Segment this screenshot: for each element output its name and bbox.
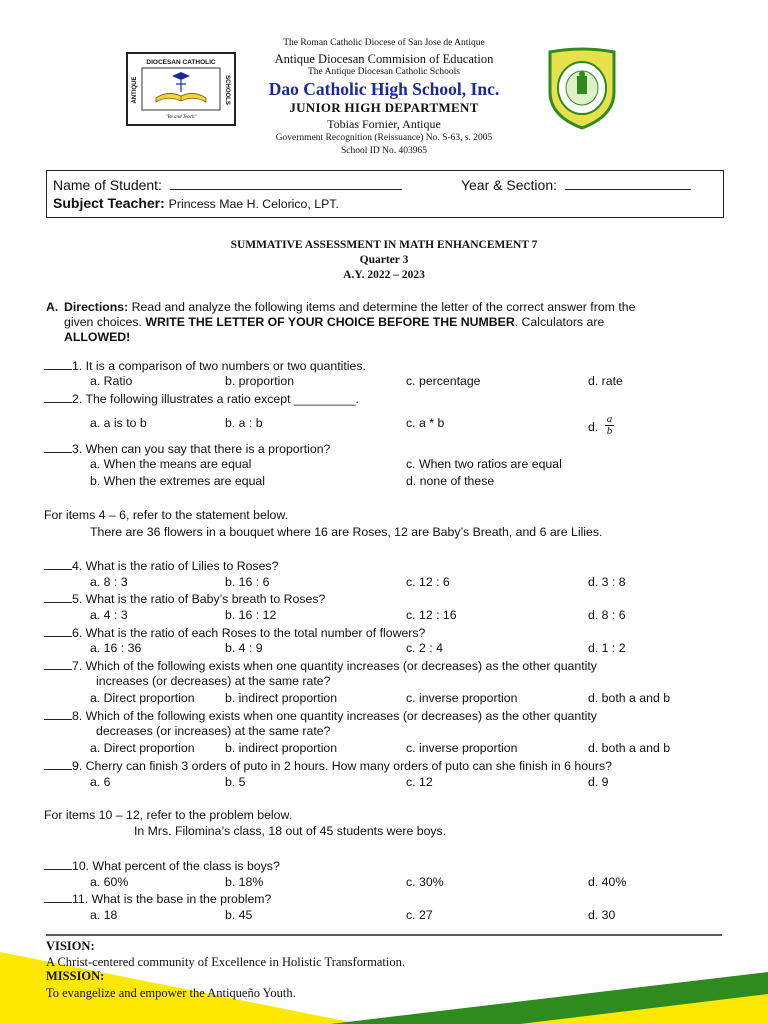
class-statement: In Mrs. Filomina’s class, 18 out of 45 students were boys. — [134, 824, 447, 838]
choice-a: a. 16 : 36 — [90, 641, 142, 655]
mission-text: To evangelize and empower the Antiqueño Youth. — [46, 986, 296, 1000]
choice-c: c. 12 : 16 — [406, 608, 457, 622]
directions-line-2: given choices. WRITE THE LETTER OF YOUR CHOICE BEFORE THE NUMBER. Calculators are — [64, 315, 605, 329]
items-4-6-note: For items 4 – 6, refer to the statement below. — [44, 508, 289, 522]
vision-mission-footer — [0, 932, 768, 1024]
recognition-line: Government Recognition (Reissuance) No. S-63, s. 2005 — [275, 133, 493, 143]
question-3: 3. When can you say that there is a proportion? — [44, 441, 330, 456]
question-10: 10. What percent of the class is boys? — [44, 858, 280, 873]
answer-blank[interactable] — [44, 858, 72, 870]
choice-d: d. rate — [588, 374, 623, 388]
question-7-continued: increases (or decreases) at the same rate? — [96, 674, 331, 688]
answer-blank[interactable] — [44, 358, 72, 370]
choice-c: c. percentage — [406, 374, 481, 388]
answer-blank[interactable] — [44, 391, 72, 403]
directions-label: Directions: — [64, 300, 129, 314]
choice-a: a. a is to b — [90, 416, 147, 430]
choice-a: a. Direct proportion — [90, 691, 195, 705]
choice-c: c. inverse proportion — [406, 691, 518, 705]
teacher-name: Princess Mae H. Celorico, LPT. — [168, 197, 339, 211]
choice-a: a. Direct proportion — [90, 741, 195, 755]
choice-d: d. none of these — [406, 474, 495, 488]
choice-b: b. indirect proportion — [225, 691, 338, 705]
choice-a: a. 6 — [90, 775, 111, 789]
department-line: JUNIOR HIGH DEPARTMENT — [289, 100, 479, 115]
choice-c: c. 30% — [406, 875, 444, 889]
teacher-row — [53, 195, 339, 211]
choice-b: b. 16 : 6 — [225, 575, 270, 589]
choice-d: d. 3 : 8 — [588, 575, 626, 589]
document-header — [0, 0, 768, 160]
directions-line-1: Directions: Read and analyze the following items and determine the letter of the correct answer from the — [64, 300, 636, 314]
answer-blank[interactable] — [44, 708, 72, 720]
answer-blank[interactable] — [44, 625, 72, 637]
name-field-row[interactable] — [53, 176, 402, 193]
choice-d: d. both a and b — [588, 691, 671, 705]
question-5: 5. What is the ratio of Baby’s breath to Roses? — [44, 591, 325, 606]
choice-d: d. 8 : 6 — [588, 608, 626, 622]
choice-a: a. 18 — [90, 908, 118, 922]
choice-b: b. 4 : 9 — [225, 641, 263, 655]
choice-b: b. 5 — [225, 775, 246, 789]
choice-c: c. a * b — [406, 416, 445, 430]
choice-b: b. 18% — [225, 875, 264, 889]
choice-c: c. 2 : 4 — [406, 641, 443, 655]
logo-bottom-text: "Be and Teach" — [165, 115, 197, 120]
choice-d: d. both a and b — [588, 741, 671, 755]
answer-blank[interactable] — [44, 441, 72, 453]
question-1: 1. It is a comparison of two numbers or two quantities. — [44, 358, 366, 373]
choice-a: a. 60% — [90, 875, 129, 889]
vision-text: A Christ-centered community of Excellence in Holistic Transformation. — [46, 955, 405, 969]
directions-letter: A. — [46, 300, 59, 314]
choice-c: c. When two ratios are equal — [406, 457, 562, 471]
choice-d: d. 1 : 2 — [588, 641, 626, 655]
choice-c: c. 12 : 6 — [406, 575, 450, 589]
question-4: 4. What is the ratio of Lilies to Roses? — [44, 558, 278, 573]
footer-stripes — [0, 932, 768, 1024]
logo-top-text: DIOCESAN CATHOLIC — [146, 59, 216, 66]
choice-a: a. 4 : 3 — [90, 608, 128, 622]
answer-blank[interactable] — [44, 558, 72, 570]
name-blank[interactable] — [170, 176, 402, 190]
choice-b: b. When the extremes are equal — [90, 474, 265, 488]
choice-b: b. 16 : 12 — [225, 608, 277, 622]
year-section-blank[interactable] — [565, 176, 691, 190]
year-section-label: Year & Section: — [461, 177, 557, 193]
items-10-12-note: For items 10 – 12, refer to the problem below. — [44, 808, 293, 822]
academic-year-line: A.Y. 2022 – 2023 — [343, 269, 425, 281]
choice-b: b. 45 — [225, 908, 253, 922]
directions-line-3: ALLOWED! — [64, 330, 131, 344]
choice-c: c. 12 — [406, 775, 433, 789]
school-id-line: School ID No. 403965 — [340, 146, 428, 156]
choice-d: d. 40% — [588, 875, 627, 889]
question-11: 11. What is the base in the problem? — [44, 891, 271, 906]
quarter-line: Quarter 3 — [359, 254, 409, 266]
choice-a: a. When the means are equal — [90, 457, 252, 471]
choice-b: b. indirect proportion — [225, 741, 338, 755]
choice-d: d. $\frac{a}{b}$ — [588, 413, 613, 437]
mission-label: MISSION: — [46, 969, 105, 983]
question-9: 9. Cherry can finish 3 orders of puto in 2 hours. How many orders of puto can she finish in 6 hours? — [44, 758, 612, 773]
choice-d: d. 30 — [588, 908, 616, 922]
question-6: 6. What is the ratio of each Roses to the total number of flowers? — [44, 625, 425, 640]
question-7: 7. Which of the following exists when one quantity increases (or decreases) as the other quantity — [44, 658, 597, 673]
address-line: Tobias Fornier, Antique — [327, 117, 441, 131]
logo-right-text: SCHOOLS — [224, 75, 230, 105]
name-label: Name of Student: — [53, 177, 162, 193]
answer-blank[interactable] — [44, 591, 72, 603]
commission-line: Antique Diocesan Commision of Education — [274, 52, 494, 66]
school-seal — [546, 46, 618, 130]
school-name: Dao Catholic High School, Inc. — [268, 79, 500, 99]
flower-statement: There are 36 flowers in a bouquet where 16 are Roses, 12 are Baby’s Breath, and 6 are Lilies. — [90, 525, 603, 539]
fraction-a-over-b: $\frac{a}{b}$ — [606, 413, 613, 437]
choice-a: a. 8 : 3 — [90, 575, 128, 589]
vision-label: VISION: — [46, 939, 95, 953]
choice-c: c. inverse proportion — [406, 741, 518, 755]
diocese-line: The Roman Catholic Diocese of San Jose de Antique — [283, 38, 485, 48]
year-section-row[interactable] — [461, 176, 691, 193]
choice-d: d. 9 — [588, 775, 609, 789]
student-info-box — [46, 170, 724, 218]
teacher-label: Subject Teacher: — [53, 195, 165, 211]
question-8: 8. Which of the following exists when one quantity increases (or decreases) as the other quantity — [44, 708, 597, 723]
answer-blank[interactable] — [44, 758, 72, 770]
assessment-title: SUMMATIVE ASSESSMENT IN MATH ENHANCEMENT 7 — [230, 239, 538, 251]
question-8-continued: decreases (or increases) at the same rate? — [96, 724, 331, 738]
question-2: 2. The following illustrates a ratio except _________. — [44, 391, 359, 406]
answer-blank[interactable] — [44, 891, 72, 903]
choice-a: a. Ratio — [90, 374, 133, 388]
choice-c: c. 27 — [406, 908, 433, 922]
logo-left-text: ANTIQUE — [132, 76, 138, 104]
choice-b: b. proportion — [225, 374, 295, 388]
answer-blank[interactable] — [44, 658, 72, 670]
schools-line: The Antique Diocesan Catholic Schools — [308, 67, 460, 77]
choice-b: b. a : b — [225, 416, 263, 430]
